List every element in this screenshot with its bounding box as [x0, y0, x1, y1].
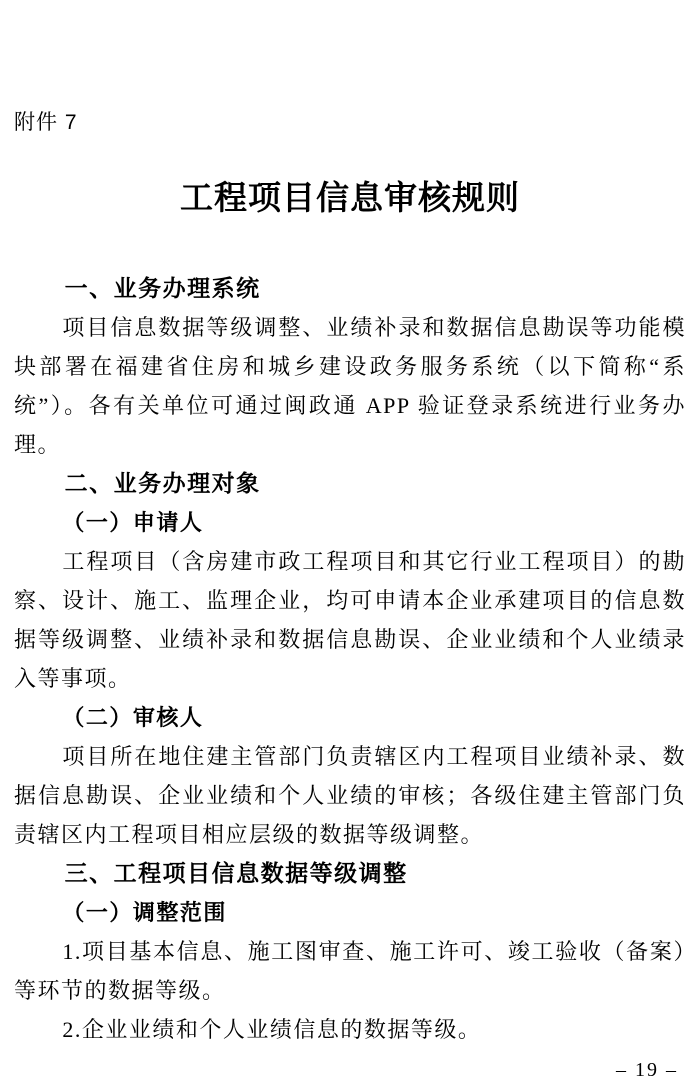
- subheading-reviewer: （二）审核人: [62, 705, 204, 730]
- document-body: [14, 269, 686, 1049]
- page-number: – 19 –: [616, 1059, 678, 1081]
- paragraph-reviewer: 项目所在地住建主管部门负责辖区内工程项目业绩补录、数据信息勘误、企业业绩和个人业绩的审核；各级住建主管部门负责辖区内工程项目相应层级的数据等级调整。: [14, 744, 686, 847]
- section-heading-business-system: 一、业务办理系统: [64, 275, 261, 301]
- attachment-label: 附件 7: [14, 111, 78, 134]
- paragraph-adjustment-scope-item-2: 2.企业业绩和个人业绩信息的数据等级。: [62, 1017, 482, 1042]
- document-title: 工程项目信息审核规则: [180, 179, 520, 216]
- paragraph-applicant: 工程项目（含房建市政工程项目和其它行业工程项目）的勘察、设计、施工、监理企业，均可申请本企业承建项目的信息数据等级调整、业绩补录和数据信息勘误、企业业绩和个人业绩录入等事项。: [14, 549, 686, 691]
- subheading-adjustment-scope: （一）调整范围: [62, 900, 227, 925]
- paragraph-business-system: 项目信息数据等级调整、业绩补录和数据信息勘误等功能模块部署在福建省住房和城乡建设政务服务系统（以下简称“系统”）。各有关单位可通过闽政通 APP 验证登录系统进行业务办理。: [14, 315, 686, 457]
- section-heading-business-targets: 二、业务办理对象: [64, 470, 261, 496]
- section-heading-data-level-adjustment: 三、工程项目信息数据等级调整: [64, 860, 408, 886]
- subheading-applicant: （一）申请人: [62, 510, 204, 535]
- paragraph-adjustment-scope-item-1: 1.项目基本信息、施工图审查、施工许可、竣工验收（备案）等环节的数据等级。: [14, 939, 686, 1003]
